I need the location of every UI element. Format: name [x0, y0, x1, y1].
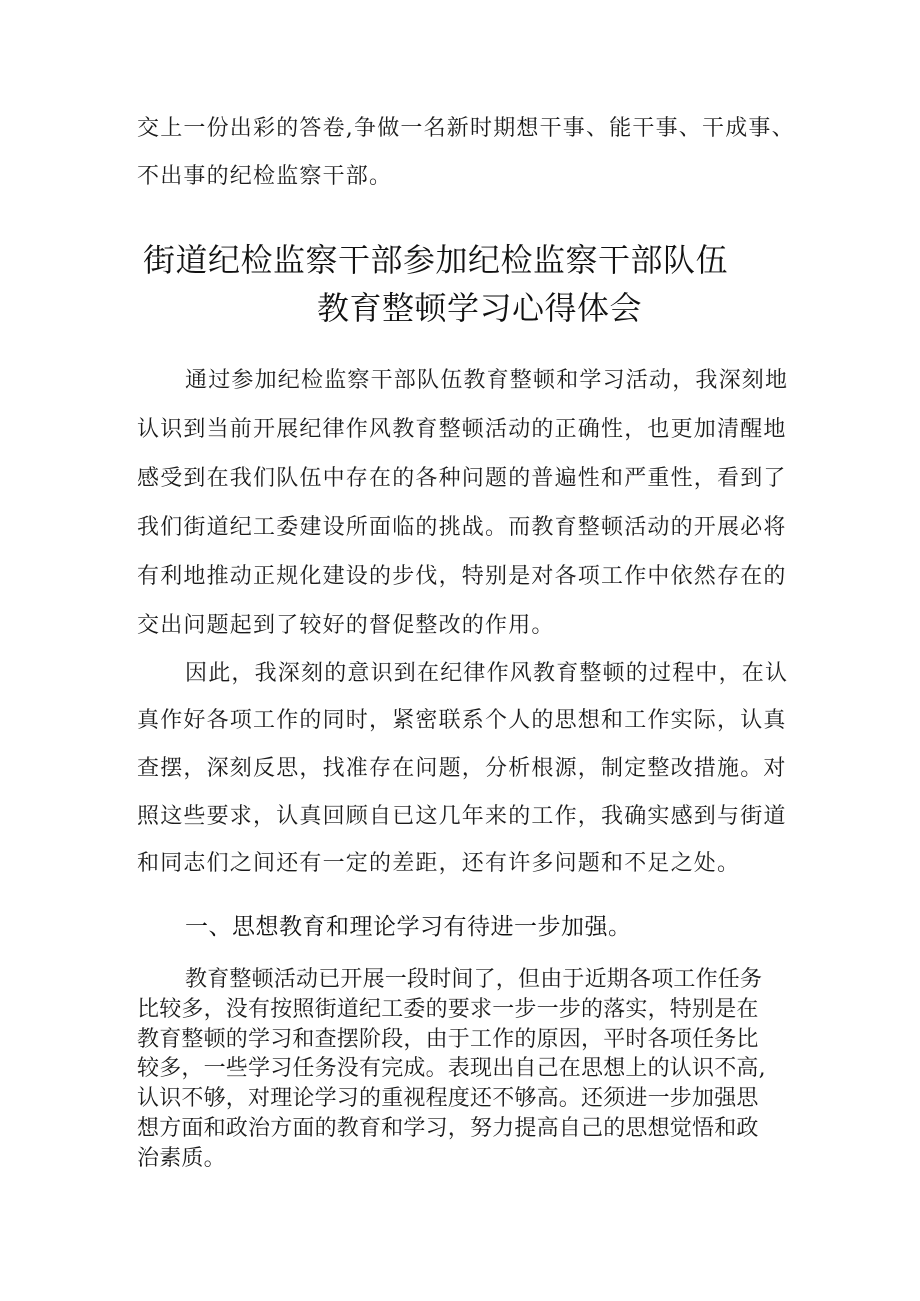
paragraph-line: 教育整顿活动已开展一段时间了，但由于近期各项工作任务	[185, 967, 763, 992]
paragraph-line: 交出问题起到了较好的督促整改的作用。	[137, 613, 555, 638]
paragraph-line: 治素质。	[137, 1146, 226, 1171]
intro-line: 交上一份出彩的答卷,争做一名新时期想干事、能干事、干成事、	[137, 116, 795, 141]
paragraph-line: 想方面和政治方面的教育和学习，努力提高自己的思想觉悟和政	[137, 1116, 759, 1141]
paragraph-line: 认识到当前开展纪律作风教育整顿活动的正确性，也更加清醒地	[137, 417, 787, 442]
paragraph-line: 感受到在我们队伍中存在的各种问题的普遍性和严重性，看到了	[137, 466, 787, 491]
paragraph-line: 认识不够，对理论学习的重视程度还不够高。还须进一步加强思	[137, 1086, 759, 1111]
paragraph-line: 真作好各项工作的同时，紧密联系个人的思想和工作实际，认真	[137, 708, 787, 733]
paragraph-line: 教育整顿的学习和查摆阶段，由于工作的原因，平时各项任务比	[137, 1027, 759, 1052]
paragraph-line: 比较多，没有按照街道纪工委的要求一步一步的落实，特别是在	[137, 997, 759, 1022]
paragraph-line: 有利地推动正规化建设的步伐，特别是对各项工作中依然存在的	[137, 564, 787, 589]
paragraph-line: 我们街道纪工委建设所面临的挑战。而教育整顿活动的开展必将	[137, 515, 787, 540]
paragraph-line: 查摆，深刻反思，找准存在问题，分析根源，制定整改措施。对	[137, 756, 787, 781]
document-title-line: 街道纪检监察干部参加纪检监察干部队伍	[143, 241, 729, 279]
section-heading: 一、思想教育和理论学习有待进一步加强。	[185, 914, 632, 940]
paragraph-line: 通过参加纪检监察干部队伍教育整顿和学习活动，我深刻地	[185, 368, 789, 393]
document-title-line: 教育整顿学习心得体会	[317, 289, 643, 327]
paragraph-line: 较多，一些学习任务没有完成。表现出自己在思想上的认识不高,	[137, 1056, 766, 1081]
paragraph-line: 照这些要求，认真回顾自已这几年来的工作，我确实感到与街道	[137, 804, 787, 829]
paragraph-line: 因此，我深刻的意识到在纪律作风教育整顿的过程中，在认	[185, 661, 789, 686]
paragraph-line: 和同志们之间还有一定的差距，还有许多问题和不足之处。	[137, 851, 741, 876]
intro-line: 不出事的纪检监察干部。	[137, 164, 393, 189]
